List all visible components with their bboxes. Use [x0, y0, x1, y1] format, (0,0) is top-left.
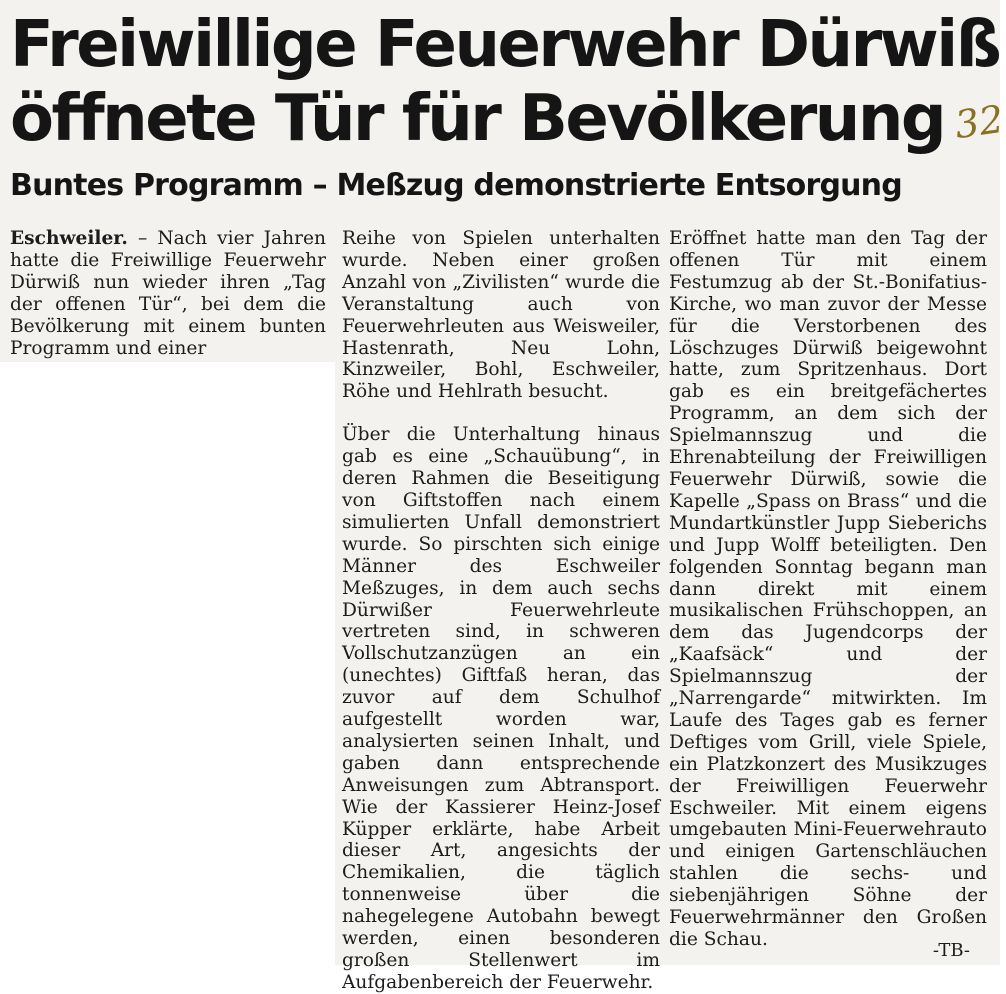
- dateline: Eschweiler.: [10, 228, 128, 249]
- author-byline: -TB-: [932, 940, 970, 961]
- intro-text: – Nach vier Jahren hatte die Freiwillige Feuerwehr Dürwiß nun wieder ihren „Tag der offenen Tür“, bei dem die Bevölkerung mit einem bunten Programm und einer: [10, 228, 326, 359]
- headline-line-2: öffnete Tür für Bevölkerung: [10, 82, 945, 156]
- paragraph-program: Eröffnet hatte man den Tag der offenen Tür mit einem Festumzug ab der St.-Bonifatius-Kirche, wo man zuvor der Messe für die Verstorbenen des Löschzuges Dürwiß beigewohnt hatte, zum Spritzenhaus. Dort gab es ein breitgefächertes Programm, an dem sich der Spielmannszug und die Ehrenabteilung der Freiwilligen Feuerwehr Dürwiß, sowie die Kapelle „Spass on Brass“ und die Mundartkünstler Jupp Sieberichs und Jupp Wolff beteiligten. Den folgenden Sonntag begann man dann direkt mit einem musikalischen Frühschoppen, an dem das Jugendcorps der „Kaafsäck“ und der Spielmannszug der „Narrengarde“ mitwirkten. Im Laufe des Tages gab es ferner Deftiges vom Grill, viele Spiele, ein Platzkonzert des Musikzuges der Freiwilligen Feuerwehr Eschweiler. Mit einem eigens umgebauten Mini-Feuerwehrauto und einigen Gartenschläuchen stahlen die sechs- und siebenjährigen Söhne der Feuerwehrmänner den Großen die Schau.: [669, 228, 987, 950]
- paragraph-intro: [10, 228, 326, 359]
- subheadline: Buntes Programm – Meßzug demonstrierte Entsorgung: [10, 168, 902, 203]
- handwritten-page-number: 32: [952, 96, 1006, 148]
- paragraph-visitors: Reihe von Spielen unterhalten wurde. Neben einer großen Anzahl von „Zivilisten“ wurde die Veranstaltung auch von Feuerwehrleuten aus Weisweiler, Hastenrath, Neu Lohn, Kinzweiler, Bohl, Eschweiler, Röhe und Hehlrath besucht.: [342, 228, 660, 403]
- article-column-3: [669, 228, 987, 951]
- paragraph-demonstration: Über die Unterhaltung hinaus gab es eine „Schauübung“, in deren Rahmen die Beseitigung von Giftstoffen nach einem simulierten Unfall demonstriert wurde. So pirschten sich einige Männer des Eschweiler Meßzuges, in dem auch sechs Dürwißer Feuerwehrleute vertreten sind, in schweren Vollschutzanzügen an ein (unechtes) Giftfaß heran, das zuvor auf dem Schulhof aufgestellt worden war, analysierten seinen Inhalt, und gaben dann entsprechende Anweisungen zum Abtransport. Wie der Kassierer Heinz-Josef Küpper erklärte, habe Arbeit dieser Art, angesichts der Chemikalien, die täglich tonnenweise über die nahegelegene Autobahn bewegt werden, einen besonderen großen Stellenwert im Aufgabenbereich der Feuerwehr.: [342, 424, 660, 993]
- article-column-1: [10, 228, 326, 359]
- headline-line-1: Freiwillige Feuerwehr Dürwiß: [10, 8, 1000, 82]
- article-column-2: [342, 228, 660, 994]
